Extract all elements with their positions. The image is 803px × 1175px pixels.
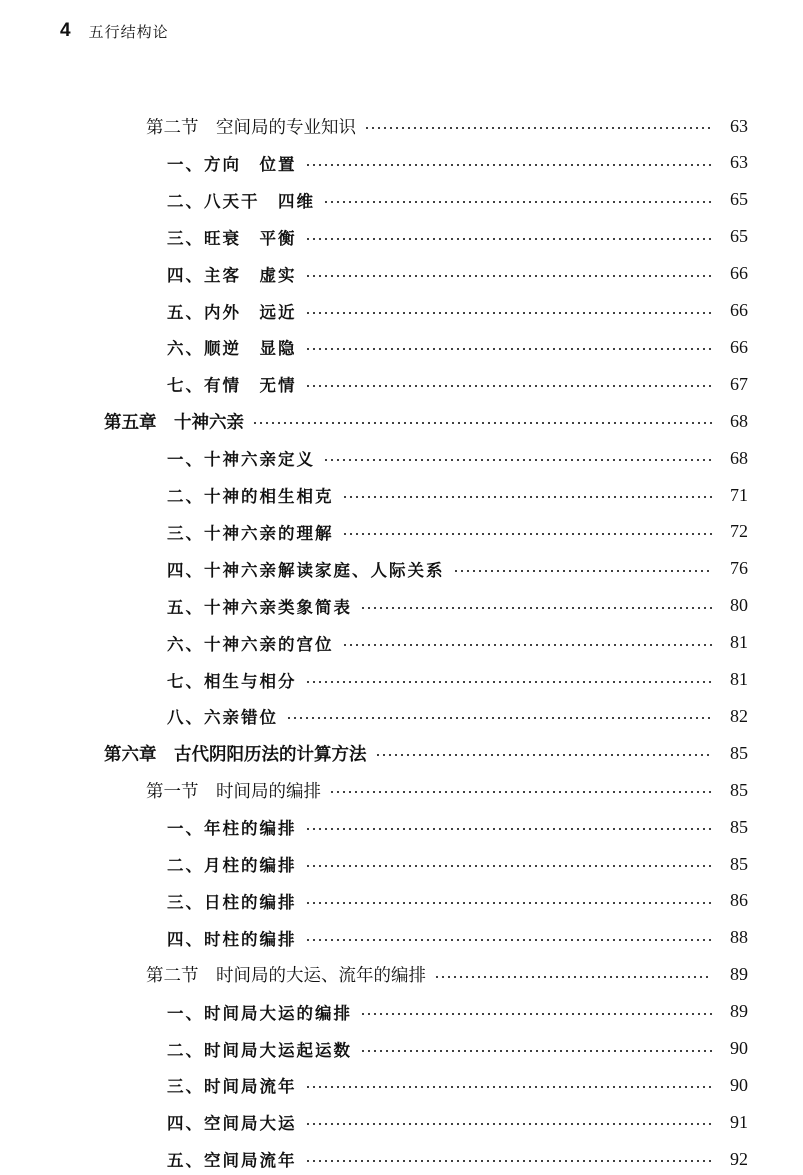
toc-entry-item	[167, 886, 748, 916]
toc-entry-item	[167, 369, 748, 399]
dot-leader	[305, 865, 713, 867]
dot-leader	[342, 496, 713, 498]
toc-entry-item	[167, 1144, 748, 1174]
toc-entry-page: 90	[730, 1074, 748, 1095]
toc-entry-page: 85	[730, 779, 748, 800]
toc-entry-item	[167, 701, 748, 731]
dot-leader	[305, 1123, 713, 1125]
dot-leader	[305, 1160, 713, 1162]
toc-entry-title: 二、十神的相生相克	[167, 487, 334, 506]
toc-entry-title: 三、十神六亲的理解	[167, 523, 334, 543]
toc-entry-title: 二、月柱的编排	[167, 856, 297, 875]
dot-leader	[286, 717, 712, 719]
toc-entry-title: 六、十神六亲的宫位	[167, 634, 334, 654]
toc-entry-title: 七、相生与相分	[167, 671, 297, 691]
toc-entry-page: 81	[730, 669, 748, 689]
toc-entry-title: 第一节 时间局的编排	[146, 781, 321, 802]
toc-entry-page: 85	[730, 742, 748, 763]
dot-leader	[305, 939, 713, 941]
toc-entry-page: 71	[730, 484, 748, 505]
dot-leader	[305, 1086, 713, 1088]
dot-leader	[305, 681, 713, 683]
toc-entry-section	[146, 960, 748, 990]
dot-leader	[375, 754, 713, 756]
toc-entry-item	[167, 591, 748, 621]
toc-entry-item	[167, 185, 748, 215]
toc-entry-page: 85	[730, 816, 748, 837]
toc-entry-item	[167, 554, 748, 584]
toc-entry-page: 66	[730, 336, 748, 357]
toc-entry-item	[167, 296, 748, 326]
toc-entry-item	[167, 148, 748, 178]
dot-leader	[434, 976, 712, 978]
toc-entry-title: 二、时间局大运起运数	[167, 1040, 352, 1060]
dot-leader	[323, 201, 712, 203]
toc-entry-item	[167, 480, 748, 510]
toc-entry-title: 三、时间局流年	[167, 1077, 297, 1097]
dot-leader	[360, 1050, 712, 1052]
toc-entry-page: 89	[730, 1001, 748, 1022]
dot-leader	[360, 607, 712, 609]
toc-entry-page: 67	[730, 373, 748, 394]
toc-entry-page: 63	[730, 152, 748, 173]
toc-entry-title: 五、空间局流年	[167, 1151, 297, 1171]
toc-entry-page: 72	[730, 521, 748, 542]
toc-entry-title: 八、六亲错位	[167, 708, 278, 728]
toc-entry-title: 七、有情 无情	[167, 376, 297, 396]
toc-entry-page: 65	[730, 189, 748, 210]
dot-leader	[305, 385, 713, 387]
toc-entry-page: 85	[730, 853, 748, 874]
toc-entry-page: 88	[730, 927, 748, 948]
dot-leader	[305, 275, 713, 277]
toc-entry-page: 65	[730, 226, 748, 247]
toc-entry-item	[167, 517, 748, 547]
dot-leader	[329, 791, 712, 793]
dot-leader	[305, 828, 713, 830]
toc-entry-section	[146, 775, 748, 805]
toc-entry-item	[167, 923, 748, 953]
dot-leader	[453, 570, 713, 572]
toc-entry-title: 四、主客 虚实	[167, 265, 297, 285]
toc-entry-title: 第六章 古代阴阳历法的计算方法	[104, 744, 367, 765]
dot-leader	[360, 1013, 712, 1015]
dot-leader	[342, 533, 713, 535]
toc-entry-title: 五、十神六亲类象简表	[167, 597, 352, 617]
toc-entry-title: 第五章 十神六亲	[104, 412, 244, 433]
book-title: 五行结构论	[88, 22, 169, 41]
toc-entry-section	[146, 111, 748, 141]
dot-leader	[364, 127, 712, 129]
toc-entry-title: 一、年柱的编排	[167, 819, 297, 839]
toc-entry-title: 三、日柱的编排	[167, 892, 297, 912]
dot-leader	[305, 348, 713, 350]
dot-leader	[305, 902, 713, 904]
toc-entry-page: 66	[730, 300, 748, 320]
toc-entry-item	[167, 222, 748, 252]
toc-entry-item	[167, 1107, 748, 1137]
toc-entry-item	[167, 443, 748, 473]
toc-entry-page: 86	[730, 890, 748, 911]
toc-entry-title: 五、内外 远近	[167, 302, 297, 322]
dot-leader	[342, 644, 713, 646]
toc-entry-item	[167, 1034, 748, 1064]
toc-entry-page: 76	[730, 558, 748, 579]
toc-entry-page: 63	[730, 115, 748, 136]
toc-entry-item	[167, 628, 748, 658]
toc-entry-item	[167, 332, 748, 362]
toc-entry-page: 81	[730, 632, 748, 653]
page-header	[60, 16, 169, 46]
dot-leader	[305, 164, 713, 166]
toc-entry-page: 92	[730, 1148, 748, 1169]
toc-entry-title: 第二节 空间局的专业知识	[146, 117, 356, 138]
dot-leader	[252, 422, 712, 424]
toc-entry-item	[167, 259, 748, 289]
toc-entry-item	[167, 665, 748, 695]
toc-entry-item	[167, 997, 748, 1027]
toc-entry-title: 六、顺逆 显隐	[167, 339, 297, 359]
toc-entry-chapter	[104, 738, 748, 768]
toc-entry-page: 91	[730, 1111, 748, 1132]
toc-entry-title: 一、方向 位置	[167, 154, 297, 174]
toc-entry-title: 三、旺衰 平衡	[167, 228, 297, 248]
toc-entry-title: 二、八天干 四维	[167, 191, 315, 211]
dot-leader	[305, 238, 713, 240]
toc-entry-page: 90	[730, 1038, 748, 1058]
toc-entry-page: 68	[730, 447, 748, 468]
dot-leader	[323, 459, 712, 461]
toc-entry-item	[167, 849, 748, 879]
toc-entry-page: 68	[730, 410, 748, 431]
dot-leader	[305, 312, 713, 314]
page-number: 4	[60, 20, 71, 41]
toc-entry-item	[167, 812, 748, 842]
toc-entry-title: 一、十神六亲定义	[167, 450, 315, 470]
toc-entry-title: 四、时柱的编排	[167, 929, 297, 949]
toc-entry-page: 82	[730, 705, 748, 726]
toc-entry-chapter	[104, 406, 748, 436]
toc-entry-item	[167, 1070, 748, 1100]
toc-entry-page: 66	[730, 263, 748, 284]
toc-entry-title: 第二节 时间局的大运、流年的编排	[146, 966, 426, 987]
toc-entry-title: 四、十神六亲解读家庭、人际关系	[167, 560, 445, 580]
toc-entry-page: 80	[730, 595, 748, 616]
toc-entry-title: 四、空间局大运	[167, 1114, 297, 1134]
toc-entry-page: 89	[730, 964, 748, 985]
toc-entry-title: 一、时间局大运的编排	[167, 1003, 352, 1023]
